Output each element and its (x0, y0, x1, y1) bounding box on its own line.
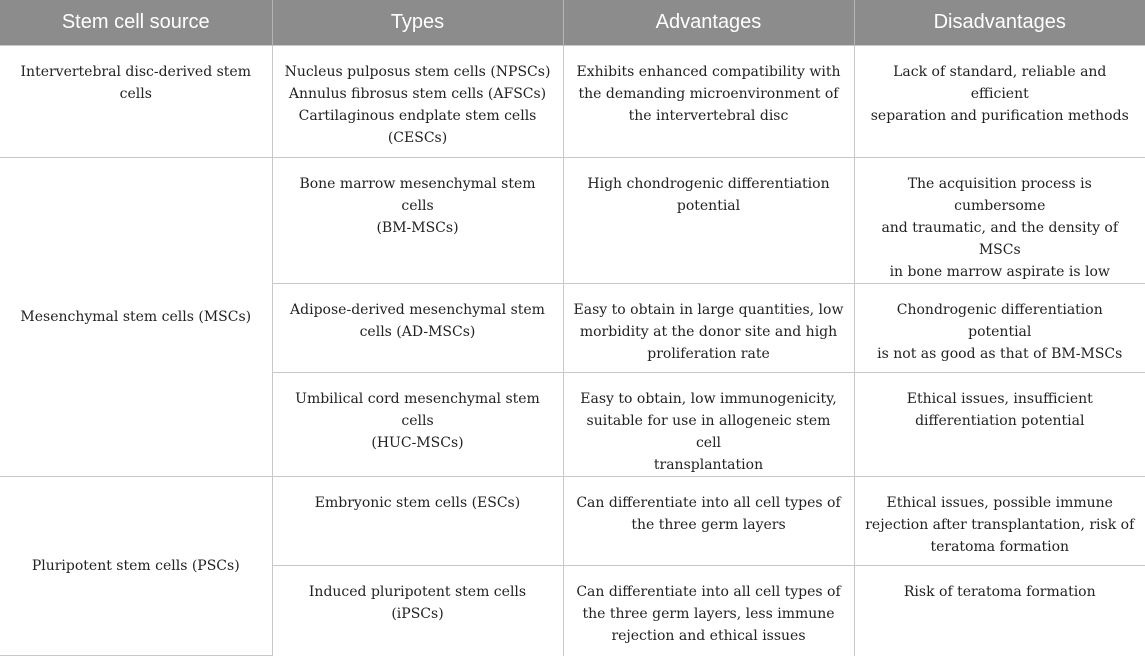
types-line: Bone marrow mesenchymal stem cells (299, 176, 536, 214)
header-stem-cell-source: Stem cell source (0, 0, 272, 46)
advantages-line: potential (676, 198, 741, 214)
disadvantages-line: differentiation potential (915, 413, 1085, 429)
table-row (0, 158, 1145, 284)
advantages-line: suitable for use in allogeneic stem cell (586, 413, 831, 451)
disadvantages-line: separation and purification methods (870, 108, 1129, 124)
disadvantages-cell (854, 46, 1145, 158)
advantages-cell (563, 46, 854, 158)
advantages-cell (563, 373, 854, 477)
source-text: Mesenchymal stem cells (MSCs) (20, 309, 252, 325)
advantages-line: rejection and ethical issues (611, 628, 806, 644)
advantages-line: the three germ layers (631, 517, 786, 533)
disadvantages-cell (854, 284, 1145, 373)
advantages-line: Can differentiate into all cell types of (576, 584, 841, 600)
types-line: Nucleus pulposus stem cells (NPSCs) (284, 64, 551, 80)
disadvantages-cell (854, 477, 1145, 566)
source-text: Intervertebral disc-derived stem cells (20, 64, 251, 102)
disadvantages-line: Chondrogenic differentiation potential (896, 302, 1103, 340)
types-line: Umbilical cord mesenchymal stem cells (295, 391, 540, 429)
advantages-line: Easy to obtain in large quantities, low (573, 302, 844, 318)
disadvantages-line: The acquisition process is cumbersome (907, 176, 1092, 214)
disadvantages-line: Risk of teratoma formation (903, 584, 1096, 600)
source-cell (0, 46, 272, 158)
source-cell (0, 477, 272, 656)
advantages-cell (563, 284, 854, 373)
types-line: (HUC-MSCs) (371, 435, 464, 451)
table-body (0, 46, 1145, 656)
disadvantages-line: is not as good as that of BM-MSCs (877, 346, 1123, 362)
types-cell (272, 46, 563, 158)
header-types: Types (272, 0, 563, 46)
advantages-line: proliferation rate (647, 346, 770, 362)
types-cell (272, 566, 563, 656)
disadvantages-line: Ethical issues, insufficient (906, 391, 1093, 407)
disadvantages-line: rejection after transplantation, risk of (865, 517, 1135, 533)
types-line: (CESCs) (387, 130, 448, 146)
disadvantages-line: teratoma formation (930, 539, 1070, 555)
header-row (0, 0, 1145, 46)
advantages-line: morbidity at the donor site and high (579, 324, 838, 340)
types-line: (BM-MSCs) (376, 220, 459, 236)
disadvantages-line: Ethical issues, possible immune (886, 495, 1113, 511)
advantages-line: Easy to obtain, low immunogenicity, (580, 391, 837, 407)
disadvantages-cell (854, 566, 1145, 656)
header-advantages: Advantages (563, 0, 854, 46)
disadvantages-line: in bone marrow aspirate is low (889, 264, 1110, 280)
disadvantages-line: Lack of standard, reliable and efficient (893, 64, 1107, 102)
types-line: Embryonic stem cells (ESCs) (314, 495, 521, 511)
advantages-line: the three germ layers, less immune (582, 606, 835, 622)
types-line: Induced pluripotent stem cells (iPSCs) (308, 584, 527, 622)
disadvantages-line: and traumatic, and the density of MSCs (881, 220, 1119, 258)
header-disadvantages: Disadvantages (854, 0, 1145, 46)
advantages-line: Can differentiate into all cell types of (576, 495, 841, 511)
types-cell (272, 158, 563, 284)
advantages-cell (563, 158, 854, 284)
types-line: Adipose-derived mesenchymal stem (290, 302, 545, 318)
source-text: Pluripotent stem cells (PSCs) (31, 558, 240, 574)
types-line: Cartilaginous endplate stem cells (298, 108, 537, 124)
advantages-line: transplantation (653, 457, 764, 473)
table-row (0, 46, 1145, 158)
disadvantages-cell (854, 373, 1145, 477)
advantages-line: the intervertebral disc (628, 108, 789, 124)
types-cell (272, 284, 563, 373)
types-cell (272, 477, 563, 566)
disadvantages-cell (854, 158, 1145, 284)
types-line: cells (AD-MSCs) (359, 324, 476, 340)
advantages-line: the demanding microenvironment of (578, 86, 839, 102)
types-cell (272, 373, 563, 477)
types-line: Annulus fibrosus stem cells (AFSCs) (288, 86, 547, 102)
advantages-line: High chondrogenic differentiation (587, 176, 830, 192)
advantages-cell (563, 477, 854, 566)
advantages-line: Exhibits enhanced compatibility with (576, 64, 841, 80)
table-row (0, 477, 1145, 566)
table-header (0, 0, 1145, 46)
source-cell (0, 158, 272, 477)
advantages-cell (563, 566, 854, 656)
